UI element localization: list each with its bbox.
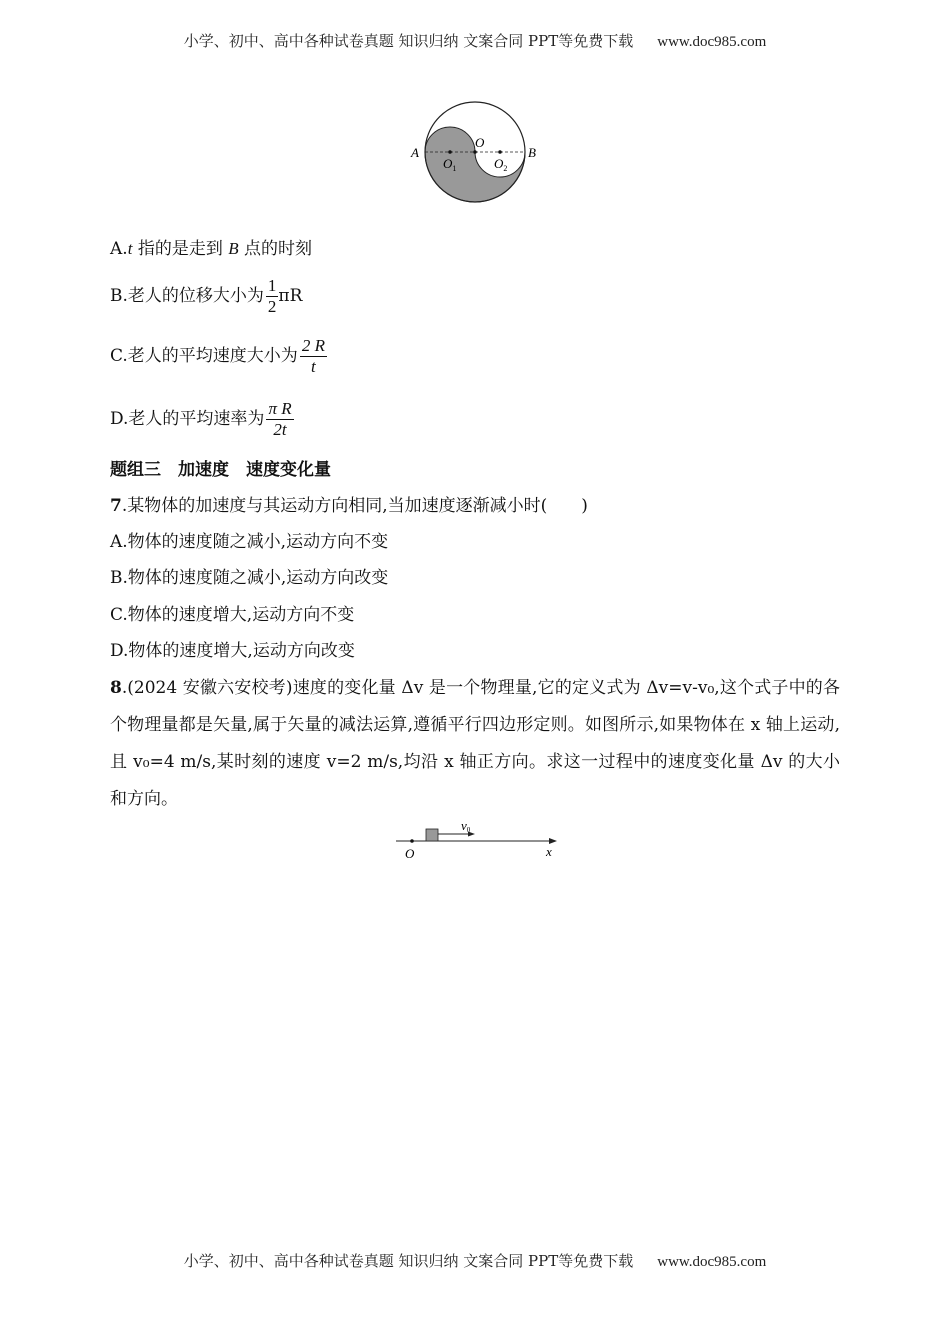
label-o2: $O_2$	[494, 156, 508, 173]
header-url[interactable]: www.doc985.com	[657, 34, 767, 50]
numerator: 1	[267, 276, 277, 295]
numerator: π R	[268, 399, 292, 418]
block	[426, 829, 438, 841]
q6-option-c	[110, 336, 327, 377]
origin-label: O	[405, 846, 415, 861]
q6-option-d	[110, 399, 294, 440]
section-heading: 题组三 加速度 速度变化量	[110, 460, 331, 480]
option-a-tail: 点的时刻	[238, 239, 313, 259]
page-header	[0, 30, 950, 51]
question-number: 7	[110, 496, 122, 516]
q6-option-b	[110, 276, 302, 317]
q7-option-d: D.物体的速度增大,运动方向改变	[110, 641, 355, 661]
denominator: 2t	[273, 420, 287, 439]
point-o	[473, 150, 477, 154]
q7-option-b: B.物体的速度随之减小,运动方向改变	[110, 568, 389, 588]
q7-option-a: A.物体的速度随之减小,运动方向不变	[110, 532, 389, 552]
origin-point	[410, 839, 414, 843]
label-a: A	[411, 145, 419, 160]
axis-label: x	[546, 844, 552, 859]
header-text: 小学、初中、高中各种试卷真题 知识归纳 文案合同 PPT等免费下载	[183, 32, 634, 50]
fraction	[266, 276, 279, 317]
option-b-tail: πR	[278, 286, 303, 306]
denominator: 2	[267, 297, 277, 316]
denominator: t	[311, 357, 316, 376]
q6-option-a	[110, 240, 312, 258]
q7-option-c: C.物体的速度增大,运动方向不变	[110, 605, 355, 625]
label-o1: $O_1$	[443, 156, 457, 173]
label-o: O	[475, 135, 485, 150]
point-o2	[498, 150, 502, 154]
option-a-prefix: A.	[110, 239, 128, 259]
option-c-text: C.老人的平均速度大小为	[110, 346, 298, 366]
var-b: B	[228, 239, 239, 258]
fraction	[266, 399, 293, 440]
page-footer	[0, 1250, 950, 1271]
option-a-text: 指的是走到	[132, 239, 229, 259]
fraction	[300, 336, 327, 377]
yin-yang-figure	[400, 95, 560, 205]
q8-text	[110, 670, 840, 818]
var-t: t	[127, 239, 133, 258]
question-number: 8	[110, 678, 122, 698]
point-o1	[448, 150, 452, 154]
footer-url[interactable]: www.doc985.com	[657, 1254, 767, 1270]
question-text: .某物体的加速度与其运动方向相同,当加速度逐渐减小时( )	[121, 496, 588, 516]
option-b-text: B.老人的位移大小为	[110, 286, 264, 306]
q7-stem	[110, 498, 588, 515]
numerator: 2 R	[301, 336, 325, 355]
velocity-label: v0	[461, 818, 471, 834]
option-d-text: D.老人的平均速率为	[110, 409, 265, 429]
question-text: .(2024 安徽六安校考)速度的变化量 Δv 是一个物理量,它的定义式为 Δv=v-v₀,这个式子中的各个物理量都是矢量,属于矢量的减法运算,遵循平行四边形定则。如图所示,如果物体在 x 轴上运动,且 v₀=4 m/s,某时刻的速度 v=2 m/s,均沿 x 轴正方向。求这一过程中的速度变化量 Δv 的大小和方向。	[110, 678, 840, 809]
footer-text: 小学、初中、高中各种试卷真题 知识归纳 文案合同 PPT等免费下载	[183, 1252, 634, 1270]
axis-figure	[390, 815, 570, 865]
label-b: B	[528, 145, 536, 160]
